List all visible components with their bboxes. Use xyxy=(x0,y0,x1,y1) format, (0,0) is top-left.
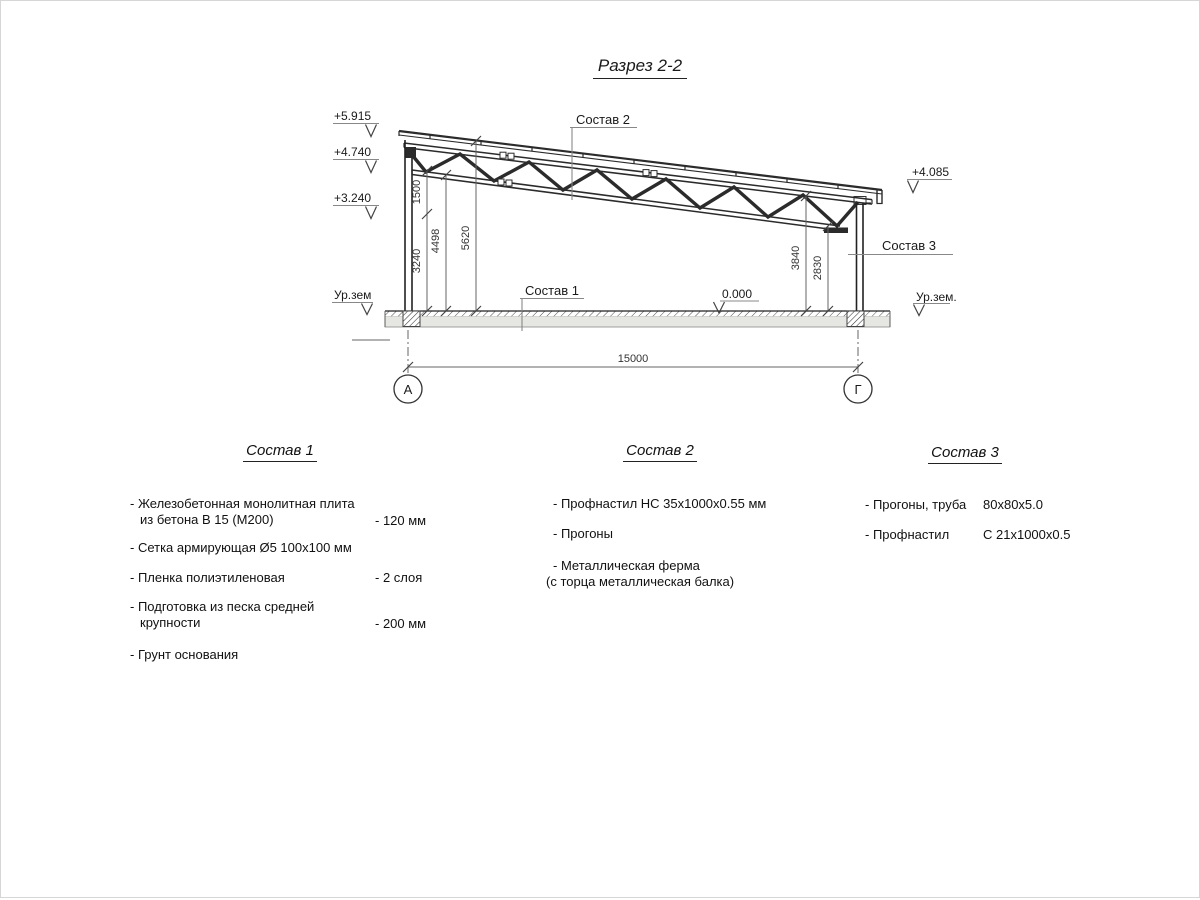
slab-hatch-layer xyxy=(385,311,890,316)
dim-3840: 3840 xyxy=(790,245,802,271)
legend-item xyxy=(130,570,430,586)
elevation-5915-value: +5.915 xyxy=(334,109,372,123)
zero-level xyxy=(714,287,760,313)
legend-sostav3-heading xyxy=(865,445,1065,467)
elevation-5915 xyxy=(333,109,379,137)
elevation-3240-value: +3.240 xyxy=(334,191,372,205)
dim-3240: 3240 xyxy=(411,248,423,274)
legend-sostav1 xyxy=(130,443,430,683)
span-dimension xyxy=(403,330,863,374)
ground-level-right-label: Ур.зем. xyxy=(916,290,957,304)
dim-1500: 1500 xyxy=(411,179,423,205)
legend-item xyxy=(130,496,430,528)
elevation-4085-value: +4.085 xyxy=(912,165,950,179)
ground-level-left xyxy=(332,288,373,315)
ground-level-right xyxy=(913,290,957,316)
legend-item-value: С 21х1000х0.5 xyxy=(983,527,1071,542)
legend-item-name: - Профнастил НС 35х1000х0.55 мм xyxy=(553,496,767,511)
zero-level-value: 0.000 xyxy=(722,287,753,301)
legend-item-value: - 2 слоя xyxy=(375,570,423,585)
dim-4498: 4498 xyxy=(430,228,442,254)
legend-sostav2 xyxy=(545,443,775,603)
legend-sostav3 xyxy=(865,444,1071,555)
right-column-base xyxy=(847,311,864,327)
roof-truss xyxy=(404,143,872,233)
legend-sostav2-title: Состав 2 xyxy=(623,443,697,462)
callout-sostav2-label: Состав 2 xyxy=(576,112,630,127)
axis-markers xyxy=(394,375,872,403)
legend-item-name: - Прогоны, труба xyxy=(865,497,967,512)
legend-sostav1-title: Состав 1 xyxy=(243,443,317,462)
legend-item-value: - 200 мм xyxy=(375,616,427,631)
legend-item-value: - 120 мм xyxy=(375,513,427,528)
right-wall xyxy=(856,203,871,311)
legend-item-name: - Прогоны xyxy=(553,526,613,541)
dim-span: 15000 xyxy=(617,353,649,365)
legend-item-name: - Железобетонная монолитная плита xyxy=(130,496,355,511)
legend-item xyxy=(545,526,783,542)
legend-item-name2: (с торца металлическая балка) xyxy=(546,574,735,589)
legend-sostav3-title: Состав 3 xyxy=(928,445,1002,464)
callout-sostav1-label: Состав 1 xyxy=(525,283,579,298)
legend-item xyxy=(545,496,783,512)
legend-item-name: - Профнастил xyxy=(865,527,950,542)
legend-item xyxy=(130,599,430,631)
elevation-4740-value: +4.740 xyxy=(334,145,372,159)
legend-sostav1-heading xyxy=(130,443,430,465)
legend-item xyxy=(545,558,783,590)
drawing-title xyxy=(540,56,740,79)
legend-item-name: - Пленка полиэтиленовая xyxy=(130,570,285,585)
elevation-3240 xyxy=(333,191,379,219)
left-column-base xyxy=(403,311,420,327)
legend-item-name: - Подготовка из песка средней xyxy=(130,599,315,614)
legend-item-name: - Металлическая ферма xyxy=(553,558,700,573)
callout-sostav3-label: Состав 3 xyxy=(882,238,936,253)
floor-slab xyxy=(385,311,890,327)
drawing-title-text: Разрез 2-2 xyxy=(593,56,687,79)
vertical-dimension-texts xyxy=(411,180,824,280)
ground-level-left-label: Ур.зем xyxy=(334,288,372,302)
left-column xyxy=(405,140,412,311)
axis-letter-g: Г xyxy=(854,382,862,397)
elevation-4085 xyxy=(907,165,952,193)
legend-item xyxy=(130,540,430,556)
dim-2830: 2830 xyxy=(812,255,824,281)
legend-item-name2: крупности xyxy=(140,615,201,630)
legend-item xyxy=(865,527,1071,543)
legend-item xyxy=(130,647,430,663)
legend-sostav2-heading xyxy=(545,443,775,465)
dim-5620: 5620 xyxy=(460,225,472,251)
legend-item-name: - Грунт основания xyxy=(130,647,239,662)
legend-item-value: 80х80х5.0 xyxy=(983,497,1043,512)
legend-item-name: - Сетка армирующая Ø5 100х100 мм xyxy=(130,540,352,555)
truss-left-support xyxy=(405,147,416,158)
elevation-4740 xyxy=(333,145,379,173)
legend-item-name2: из бетона В 15 (М200) xyxy=(140,512,274,527)
legend-item xyxy=(865,497,1065,513)
axis-letter-a: А xyxy=(403,382,413,397)
